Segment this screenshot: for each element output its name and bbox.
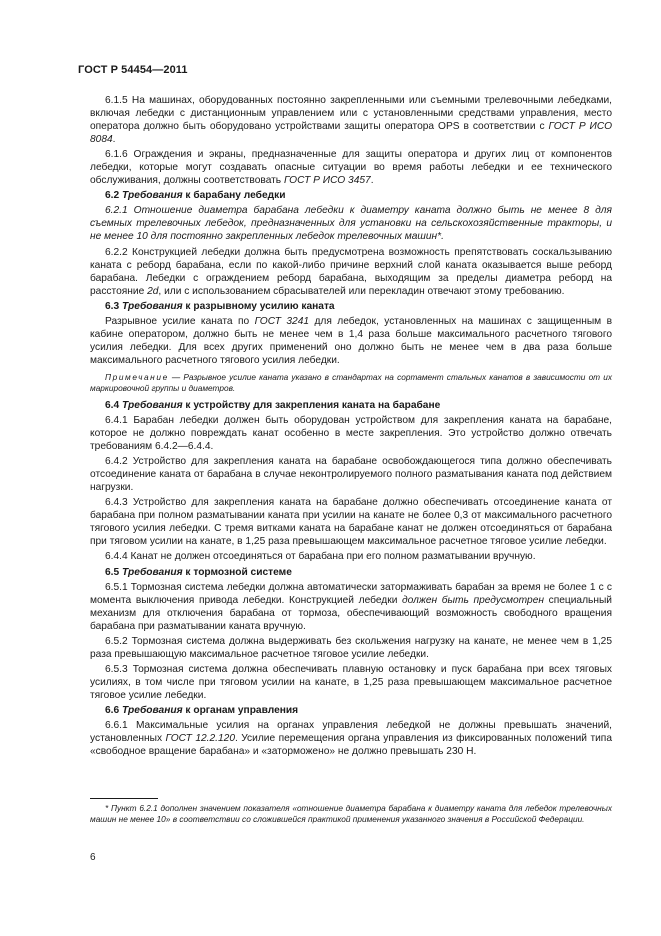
section-heading-6-2: 6.2 Требования к барабану лебедки: [105, 190, 286, 202]
paragraph-6-5-2: 6.5.2 Тормозная система должна выдерживать без скольжения нагрузку на канате, не менее чем в 1,25 раза превышающую максимальное расчетное тяговое усилие лебедки.: [90, 635, 612, 660]
section-heading-6-6: 6.6 Требования к органам управления: [105, 704, 299, 716]
paragraph-6-5-1: 6.5.1 Тормозная система лебедки должна автоматически затормаживать барабан за время не более 1 с с момента выключения привода лебедки. Конструкцией лебедки должен быть предусмотрен специальный механизм для отключения барабана от тормоза, обеспечивающий возможность свободного вращения барабана при разматывании каната вручную.: [90, 581, 612, 632]
page-header: ГОСТ Р 54454—2011: [78, 64, 188, 76]
paragraph-6-4-4: 6.4.4 Канат не должен отсоединяться от барабана при его полном разматывании вручную.: [105, 551, 536, 563]
paragraph-6-4-2: 6.4.2 Устройство для закрепления каната на барабане освобождающегося типа должно обеспечивать отсоединение каната от барабана в случае неконтролируемого полного разматывания каната под действием нагрузки.: [90, 456, 612, 494]
standard-reference: ГОСТ Р ИСО 8084: [90, 121, 613, 146]
page-number: 6: [90, 852, 96, 863]
section-heading-6-4: 6.4 Требования к устройству для закрепления каната на барабане: [105, 399, 441, 411]
standard-reference: ГОСТ 3241: [254, 315, 310, 327]
paragraph-6-4-3: 6.4.3 Устройство для закрепления каната на барабане должно обеспечивать отсоединение каната от барабана при полном разматывании каната при усилии на канате не более 0,3 от максимального расчетного тягового усилия лебедки. С тремя витками каната на барабане канат не должен отсоединяться от барабана при тяговом усилии на канате, в 1,25 раза превышающем максимальное расчетное тяговое усилие лебедки.: [90, 497, 612, 548]
note: Примечание — Разрывное усилие каната указано в стандартах на сортамент стальных канатов в зависимости от их маркировочной группы и диаметров.: [90, 371, 612, 393]
standard-reference: ГОСТ 12.2.120: [165, 733, 235, 745]
paragraph-6-5-3: 6.5.3 Тормозная система должна обеспечивать плавную остановку и пуск барабана при всех тяговых усилиях, в том числе при тяговом усилии на канате, в 1,25 раза превышающем максимальное расчетное тяговое усилие лебедки.: [90, 663, 612, 701]
paragraph-6-2-2: 6.2.2 Конструкцией лебедки должна быть предусмотрена возможность препятствовать соскальзыванию каната с реборд барабана, если по какой-либо причине верхний слой каната оказывается выше реборд барабана. Лебедки с ограждением реборд барабана, выходящим за пределы диаметра реборд на расстояние 2d, или с использованием сбрасывателей или перекладин отвечают этому требованию.: [90, 246, 612, 297]
footnote-divider: [90, 798, 158, 799]
footnote: * Пункт 6.2.1 дополнен значением показателя «отношение диаметра барабана к диаметру каната для лебедок трелевочных машин не менее 10» в соответствии со сложившейся практикой применения указанного значения в Российской Федерации.: [90, 803, 612, 825]
standard-reference: ГОСТ Р ИСО 3457: [283, 175, 371, 187]
section-heading-6-3: 6.3 Требования к разрывному усилию каната: [105, 300, 335, 312]
paragraph-6-1-5: 6.1.5 На машинах, оборудованных постоянно закрепленными или съемными трелевочными лебедками, включая лебедки с дистанционным управлением или с установленными средствами управления, место оператора должно быть оборудовано устройствами защиты оператора OPS в соответствии с ГОСТ Р ИСО 8084.: [90, 95, 613, 146]
paragraph-6-4-1: 6.4.1 Барабан лебедки должен быть оборудован устройством для закрепления каната на барабане, которое не должно повреждать канат особенно в месте закрепления. Это устройство должно отвечать требованиям 6.4.2—6.4.4.: [90, 414, 612, 453]
page-body: [90, 94, 612, 758]
paragraph-6-3: Разрывное усилие каната по ГОСТ 3241 для лебедок, установленных на машинах с защищенным в кабине оператором, должно быть не менее чем в 1,4 раза больше максимального расчетного тягового усилия лебедки. Для всех других применений оно должно быть не менее чем в два раза больше максимального расчетного тягового усилия лебедки.: [90, 315, 612, 366]
paragraph-6-1-6: 6.1.6 Ограждения и экраны, предназначенные для защиты оператора и других лиц от компонентов лебедки, которые могут создавать опасные ситуации во время работы лебедки и ее технического обслуживания, должны соответствовать ГОСТ Р ИСО 3457.: [90, 149, 612, 187]
note-label: Примечание: [105, 371, 169, 382]
paragraph-6-2-1: 6.2.1 Отношение диаметра барабана лебедки к диаметру каната должно быть не менее 8 для съемных трелевочных лебедок, предназначенных для установки на сельскохозяйственные тракторы, и не менее 10 для постоянно закрепленных лебедок трелевочных машин*.: [90, 205, 612, 243]
section-heading-6-5: 6.5 Требования к тормозной системе: [105, 566, 292, 578]
paragraph-6-6-1: 6.6.1 Максимальные усилия на органах управления лебедкой не должны превышать значений, установленных ГОСТ 12.2.120. Усилие перемещения органа управления из фиксированных положений типа «свободное вращение барабана» и «заторможено» не должно превышать 230 Н.: [90, 720, 612, 758]
